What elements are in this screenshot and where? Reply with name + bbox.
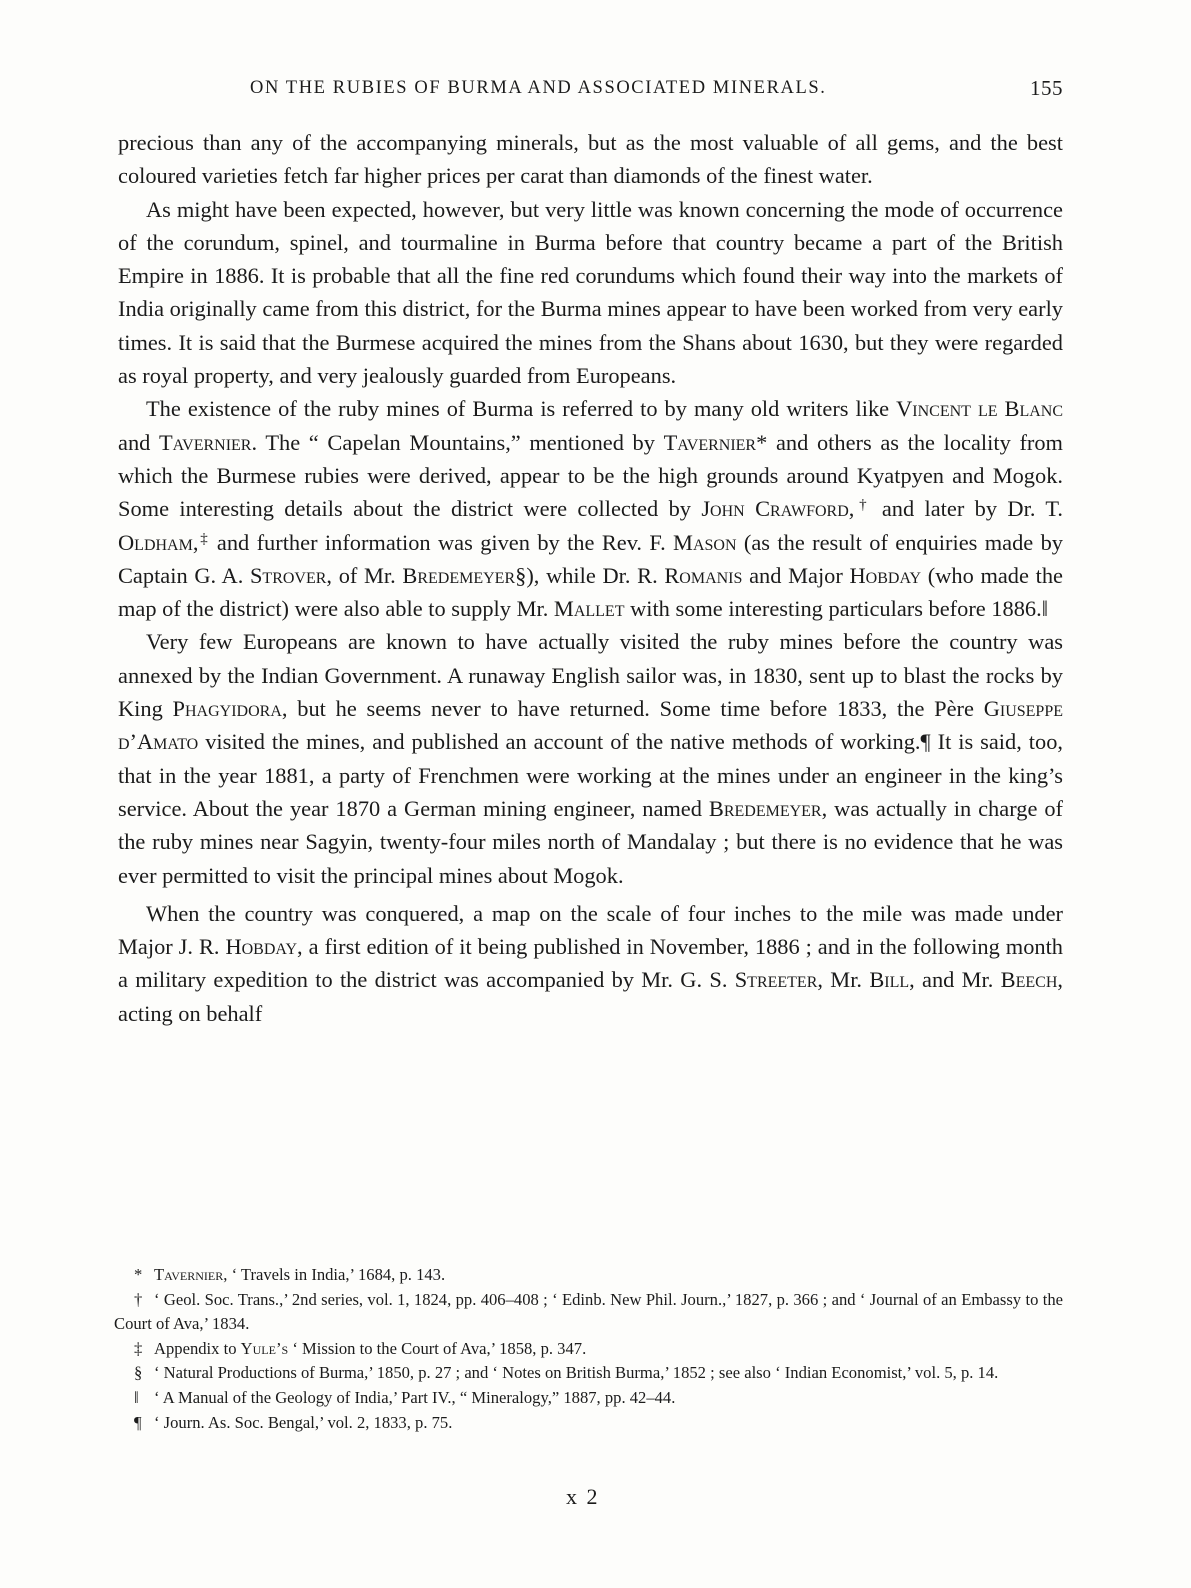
footnote-1 xyxy=(114,1263,1063,1288)
footnote-4 xyxy=(114,1361,1063,1386)
footnote-3 xyxy=(114,1337,1063,1362)
footnote-text: ‘ Mission to the Court of Ava,’ 1858, p. 347. xyxy=(288,1338,587,1358)
paragraph-text: , xyxy=(848,496,855,522)
author-name: Strover xyxy=(249,562,327,588)
author-name: Phagyidora xyxy=(172,696,282,722)
author-name: Yule’s xyxy=(240,1338,289,1358)
paragraph-text: and further information was given by the Rev. F. xyxy=(209,529,674,555)
paragraph-text: The existence of the ruby mines of Burma is referred to by many old writers like xyxy=(146,396,897,422)
footnote-text: Appendix to xyxy=(154,1338,241,1358)
footnote-marker: * xyxy=(756,429,768,455)
author-name: Giuseppe d’Amato xyxy=(118,696,1063,755)
paragraph-text: (who made the map of the district) were also able to supply Mr. xyxy=(118,562,1063,622)
page-number: 155 xyxy=(1030,76,1063,100)
author-name: Mallet xyxy=(553,596,625,622)
footnote-text: ‘ Geol. Soc. Trans.,’ 2nd series, vol. 1, 1824, pp. 406–408 ; ‘ Edinb. New Phil. Journ.,’ 1827, p. 366 ; and ‘ Journal of an Embassy to the Court of Ava,’ 1834. xyxy=(114,1289,1063,1334)
author-name: Tavernier xyxy=(154,1265,224,1284)
paragraph-text: and others as the locality from which the Burmese rubies were derived, appear to be the high grounds around Kyatpyen and Mogok. Some interesting details about the district were collected by xyxy=(118,429,1063,522)
author-name: Hobday xyxy=(849,562,922,588)
paragraph-text: and later by Dr. T. xyxy=(871,496,1064,522)
footnote-text: , ‘ Travels in India,’ 1684, p. 143. xyxy=(223,1265,446,1284)
paragraph-3 xyxy=(118,392,1063,625)
author-name: Beech xyxy=(1000,967,1058,993)
author-name: Romanis xyxy=(664,562,743,588)
author-name: Tavernier xyxy=(158,429,252,455)
paragraph-text: It is said, too, that in the year 1881, a party of Frenchmen were working at the mines under an engineer in the king’s service. About the year 1870 a German mining engineer, named xyxy=(118,729,1063,821)
paragraph-text: , a first edition of it being published in November, 1886 ; and in the following month a military expedition to the district was accompanied by Mr. G. S. xyxy=(118,934,1064,993)
paragraph-text: , xyxy=(192,529,199,555)
footnote-text: ‘ Journ. As. Soc. Bengal,’ vol. 2, 1833, p. 75. xyxy=(154,1412,453,1432)
footnote-text: ‘ A Manual of the Geology of India,’ Part IV., “ Mineralogy,” 1887, pp. 42–44. xyxy=(154,1387,676,1407)
body-text xyxy=(118,126,1063,1030)
paragraph-text: Very few Europeans are known to have actually visited the ruby mines before the country was annexed by the Indian Government. A runaway English sailor was, in 1830, sent up to blast the rocks by King xyxy=(118,629,1063,722)
footnote-symbol: ‖ xyxy=(134,1387,139,1407)
running-title: ON THE RUBIES OF BURMA AND ASSOCIATED MINERALS. xyxy=(250,78,827,98)
paragraph-text: ), while Dr. R. xyxy=(526,562,665,588)
footnote-symbol: ‡ xyxy=(134,1338,143,1358)
paragraph-text: , acting on behalf xyxy=(118,967,1063,1026)
footnote-5 xyxy=(114,1386,1063,1411)
footnote-marker: ‖ xyxy=(1041,596,1048,622)
paragraph-text: with some interesting particulars before 1886. xyxy=(624,596,1042,622)
footnotes xyxy=(114,1263,1063,1435)
footnote-symbol: * xyxy=(134,1265,143,1284)
author-name: Hobday xyxy=(225,934,298,960)
footnote-text: ‘ Natural Productions of Burma,’ 1850, p. 27 ; and ‘ Notes on British Burma,’ 1852 ; see also ‘ Indian Economist,’ vol. 5, p. 14. xyxy=(154,1363,999,1383)
author-name: Oldham xyxy=(118,529,193,555)
footnote-marker: ¶ xyxy=(920,729,931,755)
footnote-symbol: § xyxy=(134,1363,143,1383)
footnote-marker: § xyxy=(515,562,527,588)
paragraph-text: , Mr. xyxy=(817,967,870,993)
paragraph-5 xyxy=(118,897,1063,1030)
paragraph-text: precious than any of the accompanying minerals, but as the most valuable of all gems, and the best coloured varieties fetch far higher prices per carat than diamonds of the finest water. xyxy=(118,130,1063,189)
paragraph-1 xyxy=(118,126,1063,193)
footnote-symbol: ¶ xyxy=(134,1412,142,1432)
paragraph-text: , of Mr. xyxy=(326,562,403,588)
paragraph-text: , was actually in charge of the ruby mines near Sagyin, twenty-four miles north of Mandalay ; but there is no evidence that he was ever permitted to visit the principal mines about Mogok. xyxy=(118,795,1063,888)
paragraph-text: visited the mines, and published an account of the native methods of working. xyxy=(198,729,921,755)
signature-mark: x 2 xyxy=(566,1484,600,1509)
paragraph-text: . The “ Capelan Mountains,” mentioned by xyxy=(251,429,664,455)
author-name: Mason xyxy=(673,529,737,555)
paragraph-text: As might have been expected, however, but very little was known concerning the mode of occurrence of the corundum, spinel, and tourmaline in Burma before that country became a part of the British Empire in 1886. It is probable that all the fine red corundums which found their way into the markets of India originally came from this district, for the Burma mines appear to have been worked from very early times. It is said that the Burmese acquired the mines from the Shans about 1630, but they were regarded as royal property, and very jealously guarded from Europeans. xyxy=(118,196,1063,389)
author-name: Tavernier xyxy=(663,429,757,455)
footnote-6 xyxy=(114,1411,1063,1436)
author-name: Vincent le Blanc xyxy=(896,396,1063,422)
author-name: John Crawford xyxy=(701,496,849,522)
paragraph-text: When the country was conquered, a map on the scale of four inches to the mile was made under Major J. R. xyxy=(118,900,1063,960)
paragraph-2 xyxy=(118,193,1063,393)
paragraph-text: and xyxy=(118,429,159,455)
footnote-marker: ‡ xyxy=(198,530,210,547)
author-name: Bredemeyer xyxy=(708,795,822,821)
paragraph-text: , and Mr. xyxy=(909,967,1001,993)
footnote-2 xyxy=(114,1288,1063,1337)
paragraph-text: (as the result of enquiries made by Captain G. A. xyxy=(118,529,1063,588)
running-head xyxy=(118,78,1063,108)
author-name: Bill xyxy=(869,967,910,993)
paragraph-text: , but he seems never to have returned. Some time before 1833, the Père xyxy=(281,696,984,722)
author-name: Streeter xyxy=(734,967,818,993)
footnote-symbol: † xyxy=(134,1289,143,1309)
paragraph-text: and Major xyxy=(742,562,850,588)
author-name: Bredemeyer xyxy=(402,562,516,588)
paragraph-4 xyxy=(118,625,1063,891)
footnote-marker: † xyxy=(854,497,872,514)
